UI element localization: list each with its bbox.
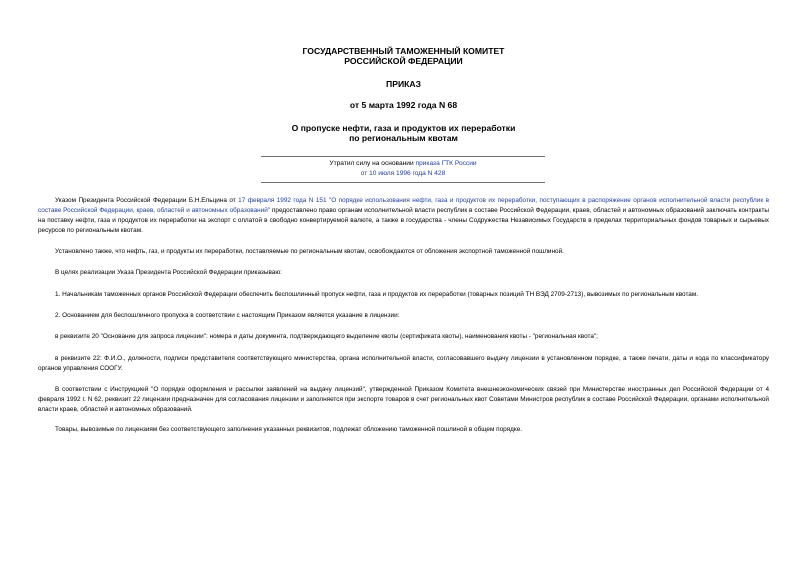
paragraph-preamble: Указом Президента Российской Федерации Б.Н.Ельцина от 17 февраля 1992 года N 151 "О порядке использования нефти, газа и продуктов их переработки, поступающих в распоряжение органов исполнительной власти республик в составе Российской Федерации, краев, областей и автономных образований" предоставлено право органам исполнительной власти республик в составе Российской Федерации, краев, областей и автономных образований заключать контракты на поставку нефти, газа и продуктов их переработки на экспорт с оплатой в свободно конвертируемой валюте, а также в государства - члены Содружества Независимых Государств в пределах территориальных фондов товарных и сырьевых ресурсов по региональным квотам. xyxy=(38,197,770,235)
paragraph-item-2: 2. Основанием для беспошлинного пропуска в соответствии с настоящим Приказом является указание в лицензии: xyxy=(55,311,400,319)
paragraph-item-1: 1. Начальникам таможенных органов Российской Федерации обеспечить беспошлинный пропуск нефти, газа и продуктов их переработки (товарных позиций ТН ВЭД 2709-2713), вывозимых по региональным квотам. xyxy=(55,291,699,299)
paragraph-instruction: В соответствии с Инструкцией "О порядке оформления и рассылки заявлений на выдачу лицензий", утвержденной Приказом Комитета внешнеэкономических связей при Министерстве иностранных дел Российской Федерации от 4 февраля 1992 г. N 62, реквизит 22 лицензии предназначен для согласования лицензии и заполняется при экспорте товаров в счет региональных квот Советами Министров республик в составе Российской Федерации, органами исполнительной власти краев, областей и автономных образований. xyxy=(38,385,769,413)
status-notice xyxy=(261,156,545,183)
notice-prefix: Утратил силу на основании xyxy=(329,160,416,167)
title-line-1: О пропуске нефти, газа и продуктов их переработки xyxy=(291,123,516,133)
document-date-number: от 5 марта 1992 года N 68 xyxy=(349,100,458,110)
decree-link[interactable]: 17 февраля 1992 года N 151 "О порядке использования нефти, газа и продуктов их переработки, поступающих в распоряжение органов исполнительной власти республик в составе Российской Федерации, краев, областей и автономных образований" xyxy=(38,197,770,215)
paragraph-field-22: в реквизите 22: Ф.И.О., должности, подписи представителя соответствующего министерства, органа исполнительной власти, согласовавшего выдачу лицензии в установленном порядке, а также печати, даты и кода по классификатору органов управления СООГУ. xyxy=(38,354,769,372)
repeal-order-link-date[interactable]: от 10 июля 1996 года N 428 xyxy=(360,170,446,177)
paragraph-order-intro: В целях реализации Указа Президента Российской Федерации приказываю: xyxy=(55,269,282,277)
authority-line-1: ГОСУДАРСТВЕННЫЙ ТАМОЖЕННЫЙ КОМИТЕТ xyxy=(302,46,505,56)
document-type: ПРИКАЗ xyxy=(386,79,421,89)
document-title xyxy=(0,123,807,143)
paragraph-exemption: Установлено также, что нефть, газ, и продукты их переработки, поставляемые по региональным квотам, освобождаются от обложения экспортной таможенной пошлиной. xyxy=(55,247,564,255)
repeal-order-link[interactable]: приказа ГТК России xyxy=(415,160,477,167)
document-body xyxy=(38,196,769,447)
authority-line-2: РОССИЙСКОЙ ФЕДЕРАЦИИ xyxy=(344,56,463,66)
issuing-authority xyxy=(0,46,807,66)
paragraph-duty: Товары, вывозимые по лицензиям без соответствующего заполнения указанных реквизитов, подлежат обложению таможенной пошлиной в общем порядке. xyxy=(55,426,523,434)
paragraph-field-20: в реквизите 20 "Основание для запроса лицензии": номера и даты документа, подтверждающего выделение квоты (сертификата квоты), наименования квоты - "региональная квота"; xyxy=(55,333,598,341)
title-line-2: по региональным квотам xyxy=(349,133,458,143)
